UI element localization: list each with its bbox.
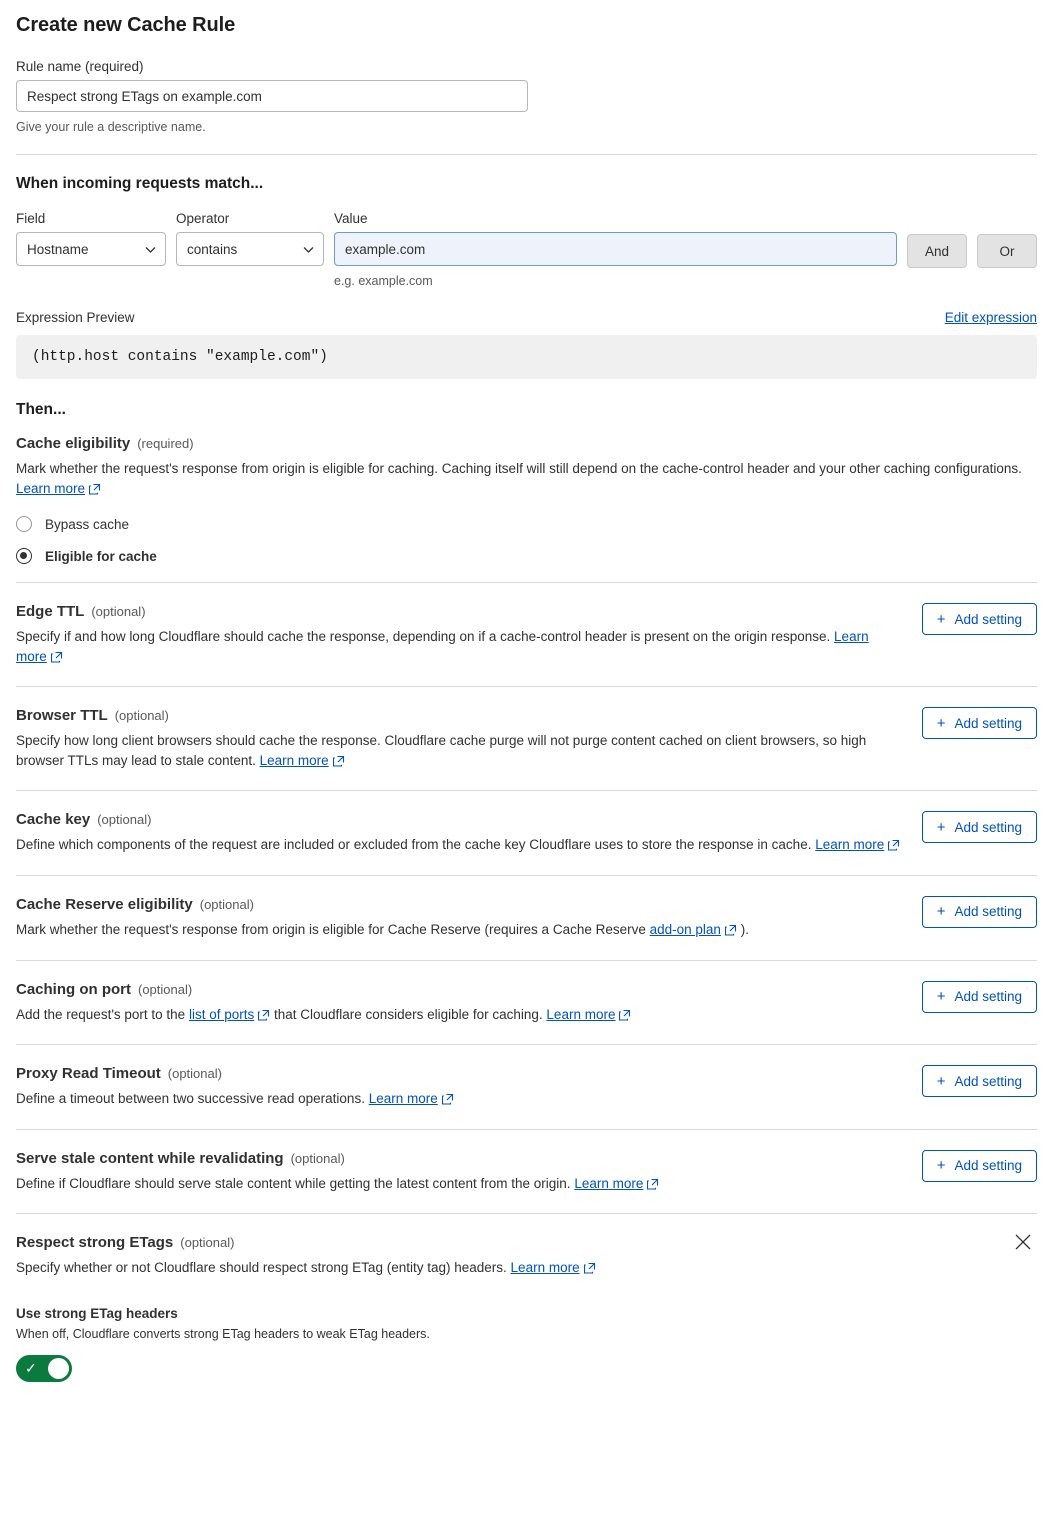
- add-setting-label: Add setting: [954, 819, 1022, 835]
- cache-reserve-description: [16, 920, 902, 942]
- and-button[interactable]: And: [907, 234, 967, 268]
- add-setting-button-proxy-read-timeout[interactable]: [922, 1065, 1037, 1097]
- add-setting-label: Add setting: [954, 904, 1022, 920]
- edge-ttl-description: [16, 627, 902, 668]
- edge-ttl-description-text: Specify if and how long Cloudflare should cache the response, depending on if a cache-control header is present on the origin response.: [16, 629, 831, 645]
- external-link-icon: [619, 1007, 631, 1027]
- add-setting-label: Add setting: [954, 1158, 1022, 1174]
- radio-icon-selected: [16, 548, 32, 564]
- operator-select[interactable]: [176, 232, 324, 266]
- plus-icon: +: [936, 1072, 946, 1090]
- setting-browser-ttl: [16, 686, 1037, 790]
- plus-icon: +: [936, 818, 946, 836]
- learn-more-link[interactable]: Learn more: [368, 1091, 438, 1107]
- plus-icon: +: [936, 903, 946, 921]
- external-link-icon: [442, 1091, 454, 1111]
- chevron-down-icon: [145, 242, 156, 257]
- plus-icon: +: [936, 1157, 946, 1175]
- learn-more-link[interactable]: Learn more: [16, 480, 86, 496]
- value-label: Value: [334, 211, 368, 226]
- serve-stale-description: [16, 1174, 902, 1196]
- radio-eligible-for-cache[interactable]: [16, 548, 1037, 564]
- add-setting-button-cache-reserve[interactable]: [922, 896, 1037, 928]
- expression-header: [16, 310, 1037, 325]
- learn-more-link[interactable]: Learn more: [16, 629, 869, 664]
- operator-label: Operator: [176, 211, 230, 226]
- expression-preview-label: Expression Preview: [16, 310, 135, 325]
- page-title: Create new Cache Rule: [16, 14, 236, 36]
- field-label: Field: [16, 211, 46, 226]
- external-link-icon: [89, 481, 101, 501]
- setting-cache-key: [16, 790, 1037, 875]
- proxy-read-timeout-title: Proxy Read Timeout: [16, 1065, 161, 1083]
- external-link-icon: [258, 1007, 270, 1027]
- cache-key-description-text: Define which components of the request are included or excluded from the cache key Cloudflare uses to store the response in cache.: [16, 837, 812, 853]
- proxy-read-timeout-optional: (optional): [167, 1066, 222, 1082]
- caching-on-port-description-post: that Cloudflare considers eligible for caching.: [274, 1006, 543, 1022]
- caching-on-port-description: [16, 1005, 902, 1027]
- or-button[interactable]: Or: [977, 234, 1037, 268]
- browser-ttl-description-text: Specify how long client browsers should cache the response. Cloudflare cache purge will not purge content cached on client browsers, so high browser TTLs may lead to stale content.: [16, 733, 867, 768]
- plus-icon: +: [936, 988, 946, 1005]
- rule-name-label: Rule name (required): [16, 59, 144, 74]
- add-setting-label: Add setting: [954, 1073, 1022, 1089]
- field-column: [16, 211, 166, 266]
- rule-name-helper: Give your rule a descriptive name.: [16, 120, 206, 134]
- etag-toggle-label: Use strong ETag headers: [16, 1305, 178, 1321]
- cache-eligibility-required-tag: (required): [137, 436, 194, 451]
- cache-key-title: Cache key: [16, 811, 91, 829]
- setting-respect-strong-etags: [16, 1213, 1037, 1382]
- match-heading: When incoming requests match...: [16, 175, 264, 192]
- plus-icon: +: [936, 610, 946, 628]
- external-link-icon: [51, 649, 63, 669]
- operator-select-value: contains: [187, 241, 238, 257]
- value-column: [334, 211, 897, 288]
- field-select-value: Hostname: [27, 241, 89, 257]
- serve-stale-description-text: Define if Cloudflare should serve stale content while getting the latest content from the origin.: [16, 1175, 571, 1191]
- learn-more-link[interactable]: Learn more: [815, 837, 885, 853]
- serve-stale-title: Serve stale content while revalidating: [16, 1149, 284, 1167]
- value-hint: e.g. example.com: [334, 274, 433, 288]
- etag-description: [16, 1258, 1036, 1280]
- etag-toggle-description: When off, Cloudflare converts strong ETag headers to weak ETag headers.: [16, 1326, 430, 1341]
- cache-reserve-description-pre: Mark whether the request's response from origin is eligible for Cache Reserve (requires a Cache Reserve: [16, 921, 646, 937]
- edit-expression-link[interactable]: Edit expression: [944, 310, 1037, 325]
- browser-ttl-title: Browser TTL: [16, 707, 108, 725]
- rule-name-input[interactable]: [16, 80, 528, 112]
- external-link-icon: [584, 1260, 596, 1280]
- expression-preview-box: (http.host contains "example.com"): [16, 335, 1037, 379]
- cache-eligibility-description: [16, 459, 1036, 500]
- cache-reserve-title: Cache Reserve eligibility: [16, 895, 193, 913]
- proxy-read-timeout-description-text: Define a timeout between two successive read operations.: [16, 1091, 365, 1107]
- add-setting-label: Add setting: [954, 715, 1022, 731]
- check-icon: ✓: [25, 1359, 37, 1376]
- rule-name-group: [16, 59, 1037, 134]
- add-on-plan-link[interactable]: add-on plan: [649, 921, 721, 937]
- create-cache-rule-form: [16, 14, 1037, 1402]
- field-select[interactable]: [16, 232, 166, 266]
- radio-bypass-cache[interactable]: [16, 516, 1037, 532]
- add-setting-label: Add setting: [954, 611, 1022, 627]
- use-strong-etag-headers-toggle[interactable]: [16, 1355, 72, 1382]
- add-setting-button-cache-key[interactable]: [922, 811, 1037, 843]
- toggle-knob: [48, 1358, 69, 1379]
- caching-on-port-optional: (optional): [138, 981, 193, 997]
- browser-ttl-description: [16, 731, 902, 772]
- setting-caching-on-port: [16, 960, 1037, 1045]
- logic-buttons: [907, 211, 1037, 268]
- add-setting-button-edge-ttl[interactable]: [922, 603, 1037, 635]
- operator-column: [176, 211, 324, 266]
- then-heading: Then...: [16, 401, 66, 418]
- radio-eligible-for-cache-label: Eligible for cache: [45, 548, 157, 564]
- cache-reserve-description-post: ).: [740, 921, 749, 937]
- setting-edge-ttl: [16, 582, 1037, 686]
- list-of-ports-link[interactable]: list of ports: [188, 1006, 255, 1022]
- add-setting-button-browser-ttl[interactable]: [922, 707, 1037, 739]
- caching-on-port-description-pre: Add the request's port to the: [16, 1006, 186, 1022]
- match-row: [16, 211, 1037, 288]
- learn-more-link[interactable]: Learn more: [259, 752, 329, 768]
- add-setting-label: Add setting: [954, 989, 1022, 1004]
- add-setting-button-caching-on-port[interactable]: [922, 981, 1037, 1013]
- serve-stale-optional: (optional): [290, 1150, 345, 1166]
- radio-bypass-cache-label: Bypass cache: [45, 516, 130, 532]
- setting-cache-reserve-eligibility: [16, 875, 1037, 960]
- external-link-icon: [725, 922, 737, 942]
- learn-more-link[interactable]: Learn more: [574, 1175, 644, 1191]
- cache-key-description: [16, 835, 902, 857]
- setting-proxy-read-timeout: [16, 1044, 1037, 1129]
- external-link-icon: [333, 753, 345, 773]
- etag-optional: (optional): [180, 1235, 235, 1251]
- etag-description-text: Specify whether or not Cloudflare should respect strong ETag (entity tag) headers.: [16, 1260, 507, 1276]
- learn-more-link[interactable]: Learn more: [510, 1260, 580, 1276]
- cache-eligibility-title: Cache eligibility: [16, 435, 131, 452]
- chevron-down-icon: [303, 242, 314, 257]
- browser-ttl-optional: (optional): [114, 708, 169, 724]
- setting-serve-stale-content: [16, 1129, 1037, 1214]
- caching-on-port-title: Caching on port: [16, 980, 131, 998]
- cache-reserve-optional: (optional): [199, 896, 254, 912]
- cache-eligibility-title-row: [16, 435, 1037, 452]
- external-link-icon: [888, 837, 900, 857]
- plus-icon: +: [936, 714, 946, 732]
- edge-ttl-title: Edge TTL: [16, 603, 85, 621]
- edge-ttl-optional: (optional): [91, 604, 146, 620]
- add-setting-button-serve-stale[interactable]: [922, 1150, 1037, 1182]
- cache-key-optional: (optional): [97, 812, 152, 828]
- etag-title: Respect strong ETags: [16, 1234, 174, 1252]
- learn-more-link[interactable]: Learn more: [546, 1006, 616, 1022]
- radio-icon: [16, 516, 32, 532]
- cache-eligibility-description-text: Mark whether the request's response from origin is eligible for caching. Caching itself will still depend on the cache-control header and your other caching configurations.: [16, 461, 1022, 476]
- close-icon[interactable]: [1013, 1232, 1035, 1254]
- value-input[interactable]: [334, 232, 897, 266]
- proxy-read-timeout-description: [16, 1089, 902, 1111]
- external-link-icon: [647, 1176, 659, 1196]
- divider: [16, 154, 1037, 155]
- cache-eligibility-section: [16, 435, 1037, 564]
